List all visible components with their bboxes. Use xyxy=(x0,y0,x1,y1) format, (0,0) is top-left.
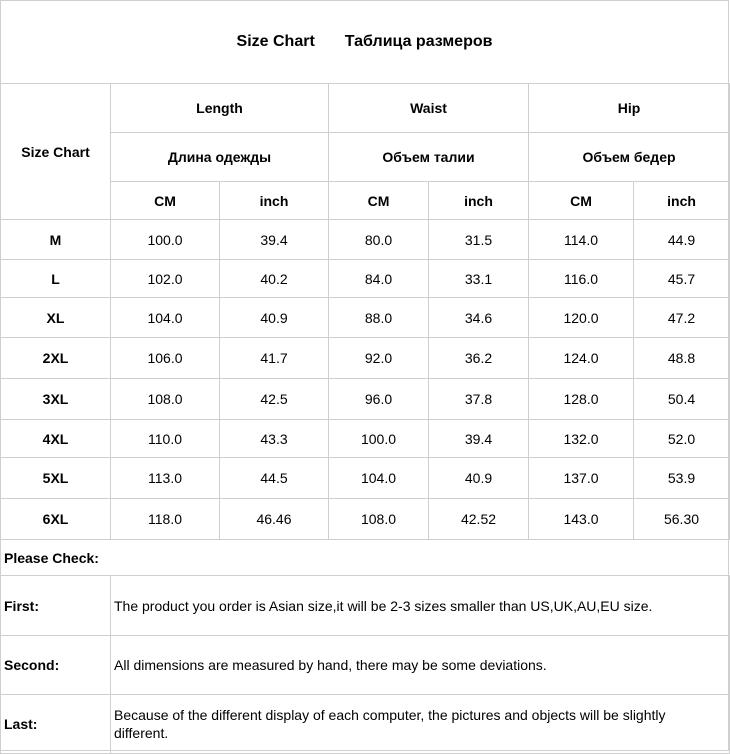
table-row xyxy=(1,379,730,420)
table-cell: 104.0 xyxy=(329,458,429,499)
table-cell: 84.0 xyxy=(329,260,429,298)
note-label-second: Second: xyxy=(1,636,111,695)
table-row xyxy=(1,420,730,458)
size-label: 4XL xyxy=(1,420,111,458)
table-cell: 42.5 xyxy=(220,379,329,420)
table-cell: 116.0 xyxy=(529,260,634,298)
size-table xyxy=(0,83,730,540)
table-cell: 80.0 xyxy=(329,220,429,260)
table-cell: 128.0 xyxy=(529,379,634,420)
table-cell: 44.5 xyxy=(220,458,329,499)
table-cell: 45.7 xyxy=(634,260,730,298)
table-cell: 43.3 xyxy=(220,420,329,458)
table-cell: 100.0 xyxy=(329,420,429,458)
header-length: Length xyxy=(111,84,329,133)
size-label: M xyxy=(1,220,111,260)
table-row xyxy=(1,458,730,499)
unit-length-inch: inch xyxy=(220,182,329,220)
table-row xyxy=(1,298,730,338)
table-cell: 40.2 xyxy=(220,260,329,298)
table-cell: 33.1 xyxy=(429,260,529,298)
table-cell: 137.0 xyxy=(529,458,634,499)
table-cell: 39.4 xyxy=(429,420,529,458)
size-label: XL xyxy=(1,298,111,338)
table-cell: 47.2 xyxy=(634,298,730,338)
note-label-last: Last: xyxy=(1,695,111,754)
note-label-first: First: xyxy=(1,576,111,636)
table-cell: 37.8 xyxy=(429,379,529,420)
table-cell: 110.0 xyxy=(111,420,220,458)
table-cell: 118.0 xyxy=(111,499,220,540)
table-cell: 113.0 xyxy=(111,458,220,499)
table-cell: 34.6 xyxy=(429,298,529,338)
chart-title xyxy=(1,1,728,84)
note-text-last: Because of the different display of each computer, the pictures and objects will be slightly different. xyxy=(111,695,730,754)
note-text-first: The product you order is Asian size,it will be 2-3 sizes smaller than US,UK,AU,EU size. xyxy=(111,576,730,636)
header-waist-ru: Объем талии xyxy=(329,133,529,182)
table-row xyxy=(1,338,730,379)
table-cell: 40.9 xyxy=(220,298,329,338)
table-cell: 88.0 xyxy=(329,298,429,338)
row-header-label: Size Chart xyxy=(1,84,111,220)
notes-heading: Please Check: xyxy=(4,550,99,566)
table-cell: 56.30 xyxy=(634,499,730,540)
table-cell: 106.0 xyxy=(111,338,220,379)
table-row xyxy=(1,260,730,298)
unit-waist-cm: CM xyxy=(329,182,429,220)
unit-hip-cm: CM xyxy=(529,182,634,220)
note-row xyxy=(1,636,730,695)
notes-table xyxy=(0,575,730,754)
unit-waist-inch: inch xyxy=(429,182,529,220)
unit-length-cm: CM xyxy=(111,182,220,220)
table-cell: 31.5 xyxy=(429,220,529,260)
table-cell: 104.0 xyxy=(111,298,220,338)
table-cell: 41.7 xyxy=(220,338,329,379)
table-cell: 52.0 xyxy=(634,420,730,458)
header-hip: Hip xyxy=(529,84,730,133)
size-label: 6XL xyxy=(1,499,111,540)
size-label: 2XL xyxy=(1,338,111,379)
table-cell: 53.9 xyxy=(634,458,730,499)
table-cell: 100.0 xyxy=(111,220,220,260)
table-cell: 44.9 xyxy=(634,220,730,260)
header-length-ru: Длина одежды xyxy=(111,133,329,182)
table-cell: 42.52 xyxy=(429,499,529,540)
unit-hip-inch: inch xyxy=(634,182,730,220)
size-label: 3XL xyxy=(1,379,111,420)
note-text-second: All dimensions are measured by hand, there may be some deviations. xyxy=(111,636,730,695)
size-label: 5XL xyxy=(1,458,111,499)
title-russian: Таблица размеров xyxy=(344,33,493,50)
table-cell: 40.9 xyxy=(429,458,529,499)
note-row xyxy=(1,695,730,754)
table-cell: 108.0 xyxy=(329,499,429,540)
table-cell: 48.8 xyxy=(634,338,730,379)
table-cell: 132.0 xyxy=(529,420,634,458)
table-cell: 102.0 xyxy=(111,260,220,298)
table-cell: 114.0 xyxy=(529,220,634,260)
table-cell: 39.4 xyxy=(220,220,329,260)
header-hip-ru: Объем бедер xyxy=(529,133,730,182)
table-row xyxy=(1,220,730,260)
size-label: L xyxy=(1,260,111,298)
note-row xyxy=(1,576,730,636)
table-cell: 124.0 xyxy=(529,338,634,379)
table-cell: 36.2 xyxy=(429,338,529,379)
table-cell: 46.46 xyxy=(220,499,329,540)
table-row xyxy=(1,499,730,540)
table-cell: 108.0 xyxy=(111,379,220,420)
title-english: Size Chart xyxy=(236,33,315,50)
table-cell: 143.0 xyxy=(529,499,634,540)
table-cell: 96.0 xyxy=(329,379,429,420)
table-cell: 92.0 xyxy=(329,338,429,379)
table-cell: 120.0 xyxy=(529,298,634,338)
table-cell: 50.4 xyxy=(634,379,730,420)
header-waist: Waist xyxy=(329,84,529,133)
